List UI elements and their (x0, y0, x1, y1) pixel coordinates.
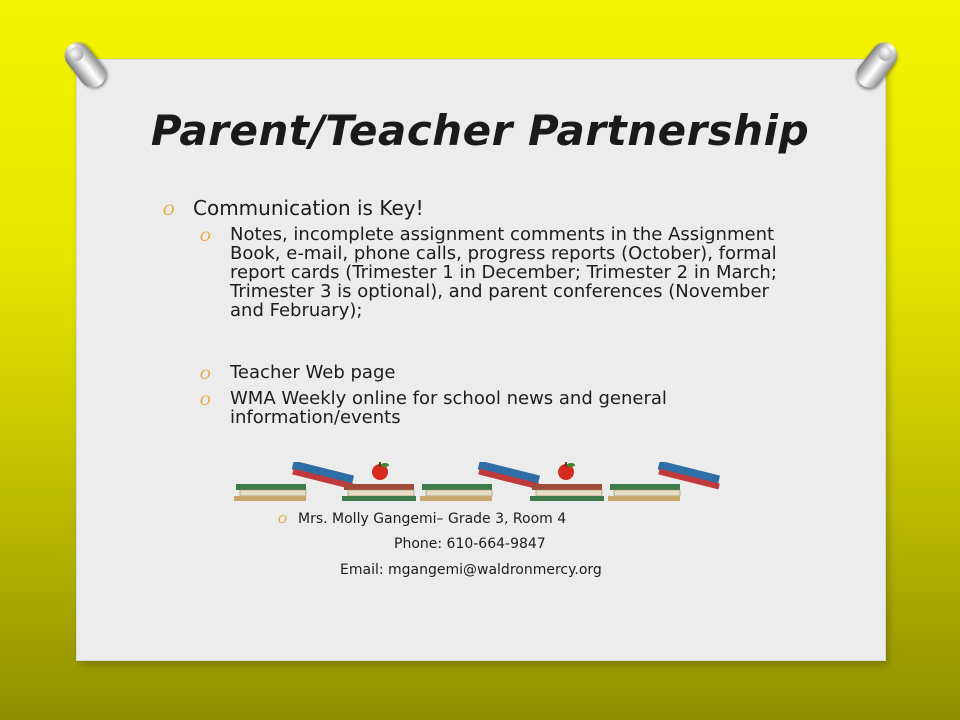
books-and-apples-border (234, 462, 724, 502)
book-stack-5 (608, 462, 720, 501)
book-stack-2 (342, 462, 416, 501)
main-bullet-text: Communication is Key! (193, 196, 424, 220)
bullet-icon: O (278, 513, 288, 526)
book-stack-3 (420, 462, 540, 501)
sub-bullet-text: Notes, incomplete assignment comments in the Assignment Book, e-mail, phone calls, progress reports (October), formal report cards (Trimester 1 in December; Trimester 2 in March; Trimester 3 is optional), and parent conferences (November and February); (230, 224, 777, 321)
sub-bullet-text: WMA Weekly online for school news and general information/events (230, 388, 667, 428)
bullet-icon: O (200, 368, 211, 383)
book-stack-1 (234, 462, 354, 501)
bullet-icon: O (163, 203, 175, 219)
contact-email: Email: mgangemi@waldronmercy.org (340, 562, 602, 578)
book-stack-4 (530, 462, 604, 501)
bullet-icon: O (200, 394, 211, 409)
slide-title: Parent/Teacher Partnership (150, 106, 810, 155)
sub-bullet-text: Teacher Web page (230, 362, 396, 383)
contact-name-text: Mrs. Molly Gangemi– Grade 3, Room 4 (298, 511, 567, 527)
contact-phone: Phone: 610-664-9847 (394, 536, 546, 552)
bullet-icon: O (200, 230, 211, 245)
